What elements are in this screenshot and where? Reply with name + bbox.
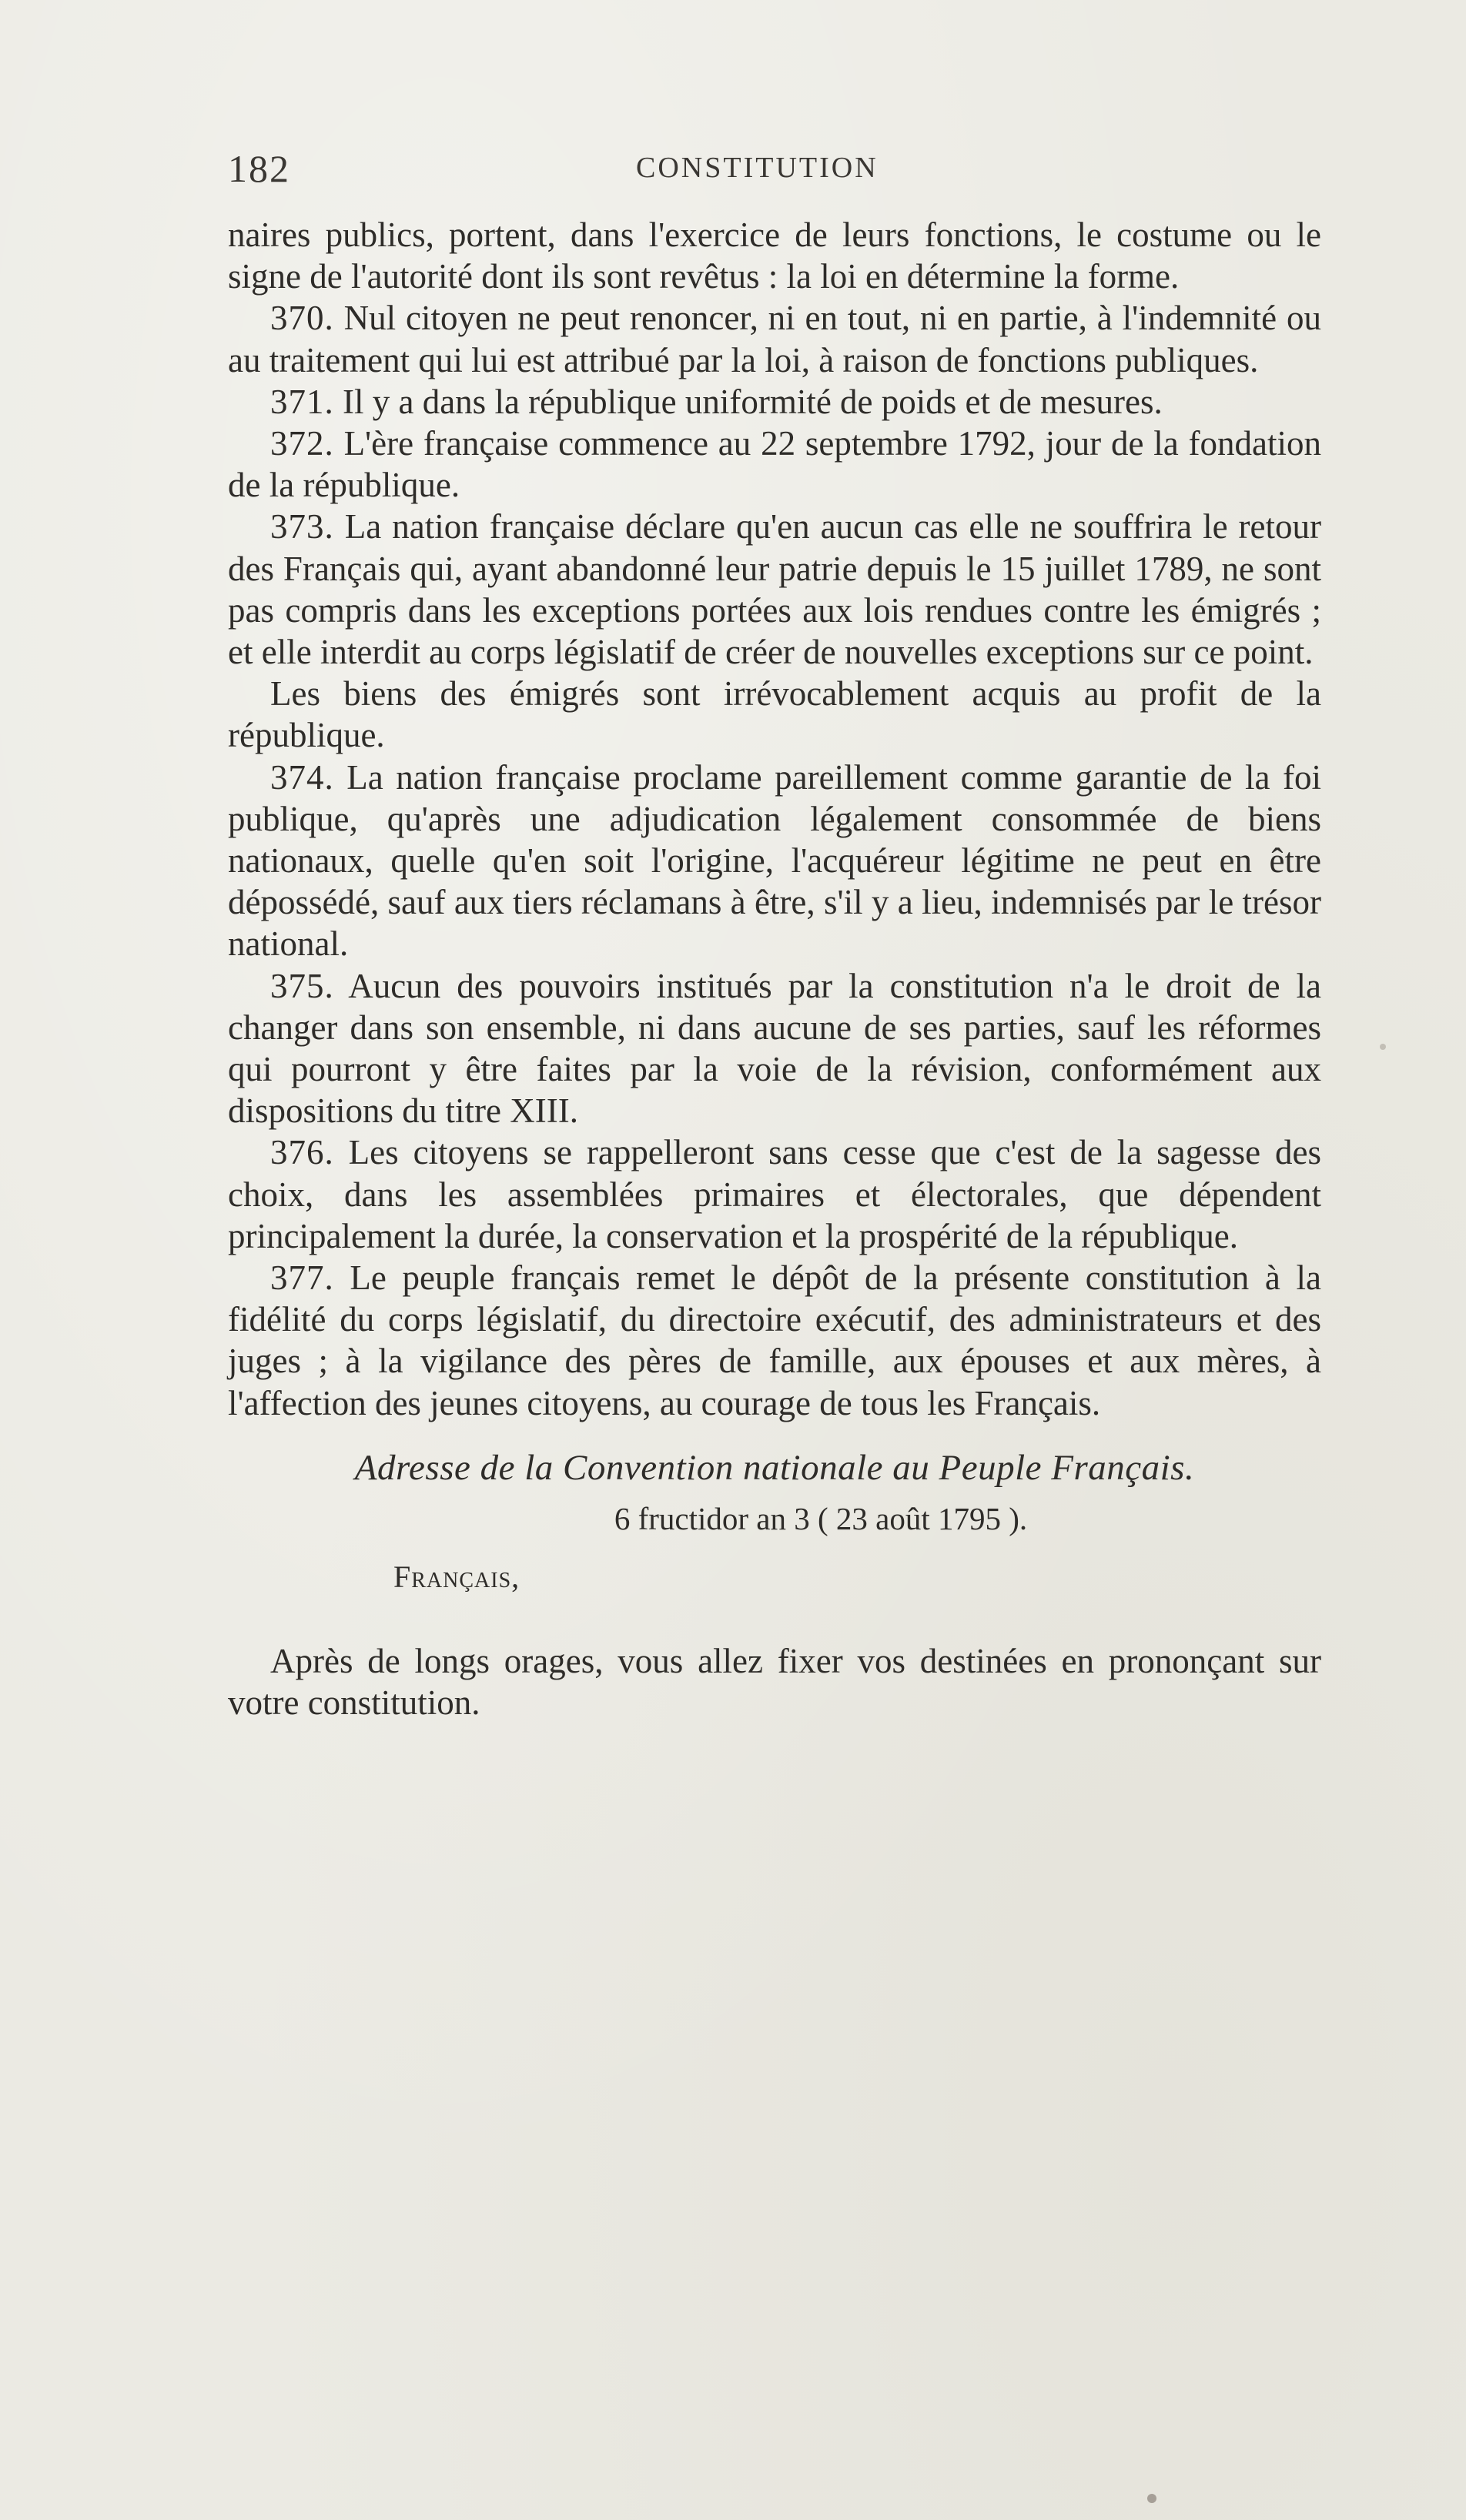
article-371 xyxy=(228,381,1321,423)
article-text: Les citoyens se rappelleront sans cesse que c'est de la sagesse des choix, dans les assemblées primaires et électorales, que dépendent principalement la durée, la conservation et la prospérité de la république. xyxy=(228,1133,1321,1255)
article-370 xyxy=(228,297,1321,380)
article-372 xyxy=(228,423,1321,506)
paragraph-continuation: naires publics, portent, dans l'exercice de leurs fonctions, le costume ou le signe de l'autorité dont ils sont revêtus : la loi en détermine la forme. xyxy=(228,216,1321,296)
article-375 xyxy=(228,965,1321,1132)
article-text: Nul citoyen ne peut renoncer, ni en tout, ni en partie, à l'indemnité ou au traitement qui lui est attribué par la loi, à raison de fonctions publiques. xyxy=(228,299,1322,379)
article-number: 377. xyxy=(270,1258,334,1298)
article-number: 371. xyxy=(270,382,334,421)
salutation: Français, xyxy=(393,1559,520,1595)
running-head: CONSTITUTION xyxy=(636,152,879,184)
paper-speck xyxy=(1380,1044,1386,1050)
body-text xyxy=(228,214,1321,1723)
article-text: Aucun des pouvoirs institués par la constitution n'a le droit de la changer dans son ensemble, ni dans aucune de ses parties, sauf les réformes qui pourront y être faites par la voie de la révision, conformément aux dispositions du titre XIII. xyxy=(228,966,1321,1131)
article-number: 372. xyxy=(270,424,334,463)
article-number: 374. xyxy=(270,757,334,797)
article-number: 373. xyxy=(270,507,334,546)
final-paragraph: Après de longs orages, vous allez fixer vos destinées en prononçant sur votre constitution. xyxy=(228,1641,1321,1722)
article-text: La nation française déclare qu'en aucun cas elle ne souffrira le retour des Français qui, ayant abandonné leur patrie depuis le 15 juillet 1789, ne sont pas compris dans les exceptions portées aux lois rendues contre les émigrés ; et elle interdit au corps législatif de créer de nouvelles exceptions sur ce point. xyxy=(228,507,1321,672)
paper-speck xyxy=(1147,2494,1156,2503)
article-373 xyxy=(228,506,1321,673)
article-376 xyxy=(228,1131,1321,1257)
page-header xyxy=(228,146,1321,192)
article-text: L'ère française commence au 22 septembre 1792, jour de la fondation de la république. xyxy=(228,424,1321,505)
address-title: Adresse de la Convention nationale au Peuple Français. xyxy=(354,1447,1195,1488)
article-text: Le peuple français remet le dépôt de la présente constitution à la fidélité du corps législatif, du directoire exécutif, des administrateurs et des juges ; à la vigilance des pères de famille, aux épouses et aux mères, à l'affection des jeunes citoyens, au courage de tous les Français. xyxy=(228,1258,1321,1422)
article-number: 370. xyxy=(270,299,334,338)
article-number: 376. xyxy=(270,1133,334,1172)
page-number: 182 xyxy=(228,147,290,190)
article-text: La nation française proclame pareillement comme garantie de la foi publique, qu'après une adjudication légalement consommée de biens nationaux, quelle qu'en soit l'origine, l'acquéreur légitime ne peut en être dépossédé, sauf aux tiers réclamans à être, s'il y a lieu, indemnisés par le trésor national. xyxy=(228,757,1322,964)
address-date: 6 fructidor an 3 ( 23 août 1795 ). xyxy=(614,1501,1028,1537)
article-text: Il y a dans la république uniformité de poids et de mesures. xyxy=(343,382,1163,421)
article-number: 375. xyxy=(270,966,334,1005)
article-373-paragraph-2: Les biens des émigrés sont irrévocablement acquis au profit de la république. xyxy=(228,674,1321,755)
article-374 xyxy=(228,757,1321,965)
article-377 xyxy=(228,1257,1321,1424)
